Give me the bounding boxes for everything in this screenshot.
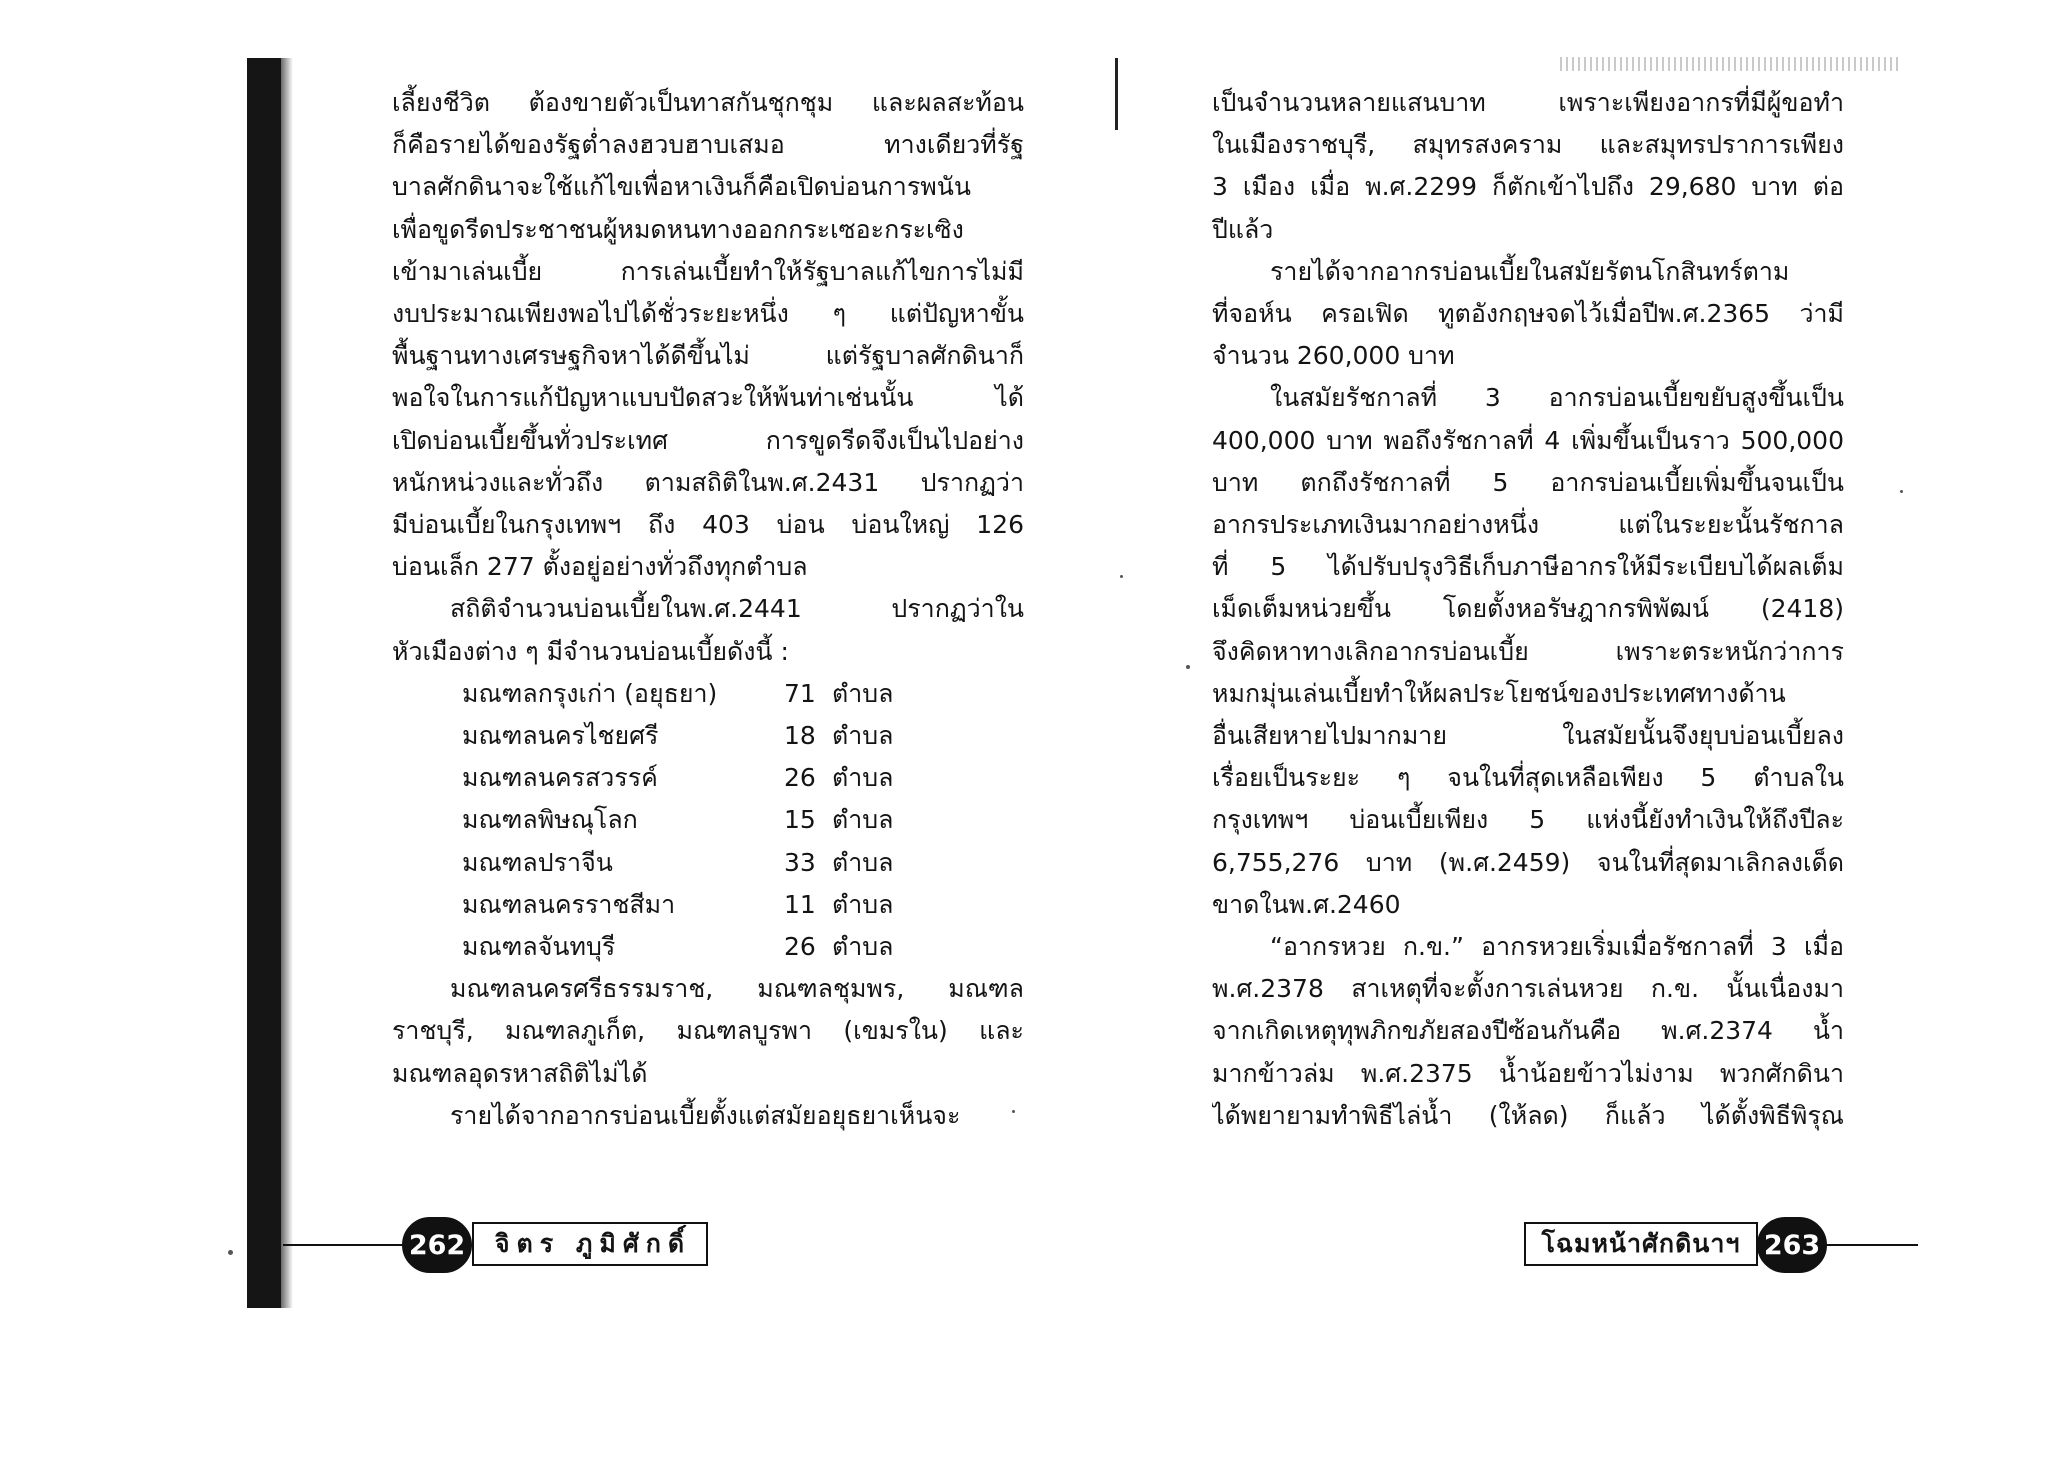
text-line: จำนวน 260,000 บาท: [1212, 341, 1455, 371]
text-line: สถิติจำนวนบ่อนเบี้ยในพ.ศ.2441 ปรากฏว่าใน: [450, 594, 1024, 624]
right-paragraph-3: [1212, 377, 1844, 926]
left-page: [392, 82, 1024, 1137]
right-paragraph-2: [1212, 251, 1844, 378]
text-line: “อากรหวย ก.ข.” อากรหวยเริ่มเมื่อรัชกาลที่ 3 เมื่อ: [1270, 932, 1844, 962]
district-name: มณฑลปราจีน: [462, 847, 613, 877]
text-line: ก็คือรายได้ของรัฐต่ำลงฮวบฮาบเสมอ ทางเดียวที่รัฐ: [392, 130, 1024, 160]
district-count: 18: [784, 721, 816, 751]
text-line: ได้พยายามทำพิธีไล่น้ำ (ให้ลด) ก็แล้ว ได้ตั้งพิธีพิรุณ: [1212, 1100, 1844, 1130]
district-name: มณฑลพิษณุโลก: [462, 805, 638, 835]
left-page-number: 262: [402, 1217, 472, 1273]
district-name: มณฑลจันทบุรี: [462, 932, 616, 962]
left-paragraph-3: [392, 968, 1024, 1095]
district-count: 11: [784, 889, 816, 919]
right-page-number: 263: [1757, 1217, 1827, 1273]
text-line: มากข้าวล่ม พ.ศ.2375 น้ำน้อยข้าวไม่งาม พวกศักดินา: [1212, 1058, 1844, 1088]
district-count: 15: [784, 805, 816, 835]
text-line: เม็ดเต็มหน่วยขึ้น โดยตั้งหอรัษฎากรพิพัฒน์ (2418): [1212, 594, 1844, 624]
district-list: [392, 673, 1024, 968]
right-paragraph-4: [1212, 926, 1844, 1137]
district-count: 26: [784, 763, 816, 793]
text-line: จากเกิดเหตุทุพภิกขภัยสองปีซ้อนกันคือ พ.ศ.2374 น้ำ: [1212, 1016, 1844, 1046]
text-line: อากรประเภทเงินมากอย่างหนึ่ง แต่ในระยะนั้นรัชกาล: [1212, 510, 1844, 540]
text-line: ที่จอห์น ครอเฟิด ทูตอังกฤษจดไว้เมื่อปีพ.ศ.2365 ว่ามี: [1212, 299, 1844, 329]
scan-speck: [1900, 490, 1903, 493]
right-footer-rule: [1826, 1244, 1918, 1246]
right-paragraph-1: [1212, 82, 1844, 251]
text-line: หัวเมืองต่าง ๆ มีจำนวนบ่อนเบี้ยดังนี้ :: [392, 636, 789, 666]
binding-gutter-gradient: [281, 58, 293, 1308]
scan-speck: [228, 1250, 233, 1255]
scan-speck: [1012, 1110, 1015, 1113]
text-line: 6,755,276 บาท (พ.ศ.2459) จนในที่สุดมาเลิกลงเด็ด: [1212, 847, 1844, 877]
text-line: เลี้ยงชีวิต ต้องขายตัวเป็นทาสกันชุกชุม และผลสะท้อน: [392, 88, 1024, 117]
text-line: เป็นจำนวนหลายแสนบาท เพราะเพียงอากรที่มีผู้ขอทำ: [1212, 88, 1844, 117]
left-paragraph-2: [392, 588, 1024, 672]
text-line: พื้นฐานทางเศรษฐกิจหาได้ดีขึ้นไม่ แต่รัฐบาลศักดินาก็: [392, 341, 1024, 371]
text-line: มณฑลนครศรีธรรมราช, มณฑลชุมพร, มณฑล: [450, 974, 1024, 1004]
left-footer-rule: [283, 1244, 408, 1246]
book-spine-mark: [1115, 58, 1118, 130]
text-line: พ.ศ.2378 สาเหตุที่จะตั้งการเล่นหวย ก.ข. นั้นเนื่องมา: [1212, 974, 1844, 1004]
district-name: มณฑลนครไชยศรี: [462, 721, 659, 751]
district-count: 71: [784, 678, 816, 708]
text-line: ในสมัยรัชกาลที่ 3 อากรบ่อนเบี้ยขยับสูงขึ้นเป็น: [1270, 383, 1844, 413]
district-unit: ตำบล: [832, 721, 894, 751]
district-unit: ตำบล: [832, 847, 894, 877]
district-name: มณฑลกรุงเก่า (อยุธยา): [462, 678, 718, 708]
text-line: งบประมาณเพียงพอไปได้ชั่วระยะหนึ่ง ๆ แต่ปัญหาขั้น: [392, 299, 1024, 329]
district-count: 33: [784, 847, 816, 877]
text-line: อื่นเสียหายไปมากมาย ในสมัยนั้นจึงยุบบ่อนเบี้ยลง: [1212, 721, 1844, 751]
text-line: จึงคิดหาทางเลิกอากรบ่อนเบี้ย เพราะตระหนักว่าการ: [1212, 636, 1844, 666]
district-row: [392, 757, 1024, 799]
scan-speck: [1120, 575, 1123, 578]
district-row: [392, 884, 1024, 926]
right-page: [1212, 82, 1844, 1137]
scan-speck: [1186, 665, 1190, 669]
text-line: มณฑลอุดรหาสถิติไม่ได้: [392, 1058, 648, 1088]
text-line: กรุงเทพฯ บ่อนเบี้ยเพียง 5 แห่งนี้ยังทำเงินให้ถึงปีละ: [1212, 805, 1844, 835]
district-unit: ตำบล: [832, 805, 894, 835]
district-unit: ตำบล: [832, 889, 894, 919]
text-line: รายได้จากอากรบ่อนเบี้ยตั้งแต่สมัยอยุธยาเห็นจะ: [450, 1100, 961, 1130]
scan-noise: [1560, 57, 1900, 71]
text-line: มีบ่อนเบี้ยในกรุงเทพฯ ถึง 403 บ่อน บ่อนใหญ่ 126: [392, 510, 1024, 540]
text-line: หนักหน่วงและทั่วถึง ตามสถิติในพ.ศ.2431 ปรากฏว่า: [392, 467, 1024, 497]
text-line: เรื่อยเป็นระยะ ๆ จนในที่สุดเหลือเพียง 5 ตำบลใน: [1212, 763, 1844, 793]
district-row: [392, 673, 1024, 715]
district-unit: ตำบล: [832, 763, 894, 793]
district-unit: ตำบล: [832, 932, 894, 962]
text-line: พอใจในการแก้ปัญหาแบบปัดสวะให้พ้นท่าเช่นนั้น ได้: [392, 383, 1024, 413]
text-line: เพื่อขูดรีดประชาชนผู้หมดหนทางออกกระเซอะกระเซิง: [392, 214, 964, 244]
district-unit: ตำบล: [832, 678, 894, 708]
district-name: มณฑลนครสวรรค์: [462, 763, 658, 793]
text-line: บาลศักดินาจะใช้แก้ไขเพื่อหาเงินก็คือเปิดบ่อนการพนัน: [392, 172, 971, 202]
text-line: บาท ตกถึงรัชกาลที่ 5 อากรบ่อนเบี้ยเพิ่มขึ้นจนเป็น: [1212, 467, 1844, 497]
text-line: เข้ามาเล่นเบี้ย การเล่นเบี้ยทำให้รัฐบาลแก้ไขการไม่มี: [392, 256, 1024, 286]
district-row: [392, 799, 1024, 841]
text-line: 3 เมือง เมื่อ พ.ศ.2299 ก็ตักเข้าไปถึง 29,680 บาท ต่อ: [1212, 172, 1844, 202]
text-line: ปีแล้ว: [1212, 214, 1274, 244]
district-count: 26: [784, 932, 816, 962]
text-line: 400,000 บาท พอถึงรัชกาลที่ 4 เพิ่มขึ้นเป็นราว 500,000: [1212, 425, 1844, 455]
text-line: รายได้จากอากรบ่อนเบี้ยในสมัยรัตนโกสินทร์ตาม: [1270, 256, 1790, 286]
text-line: ราชบุรี, มณฑลภูเก็ต, มณฑลบูรพา (เขมรใน) และ: [392, 1016, 1024, 1046]
text-line: เปิดบ่อนเบี้ยขึ้นทั่วประเทศ การขูดรีดจึงเป็นไปอย่าง: [392, 425, 1024, 455]
text-line: ในเมืองราชบุรี, สมุทรสงคราม และสมุทรปราการเพียง: [1212, 130, 1844, 160]
left-paragraph-4: [392, 1095, 1024, 1137]
left-paragraph-1: [392, 82, 1024, 588]
district-name: มณฑลนครราชสีมา: [462, 889, 676, 919]
right-running-title: โฉมหน้าศักดินาฯ: [1524, 1222, 1758, 1266]
text-line: บ่อนเล็ก 277 ตั้งอยู่อย่างทั่วถึงทุกตำบล: [392, 552, 808, 582]
district-row: [392, 926, 1024, 968]
binding-gutter-shadow: [247, 58, 284, 1308]
left-running-title: จิตร ภูมิศักดิ์: [472, 1222, 708, 1266]
district-row: [392, 715, 1024, 757]
text-line: ที่ 5 ได้ปรับปรุงวิธีเก็บภาษีอากรให้มีระเบียบได้ผลเต็ม: [1212, 552, 1844, 582]
text-line: ขาดในพ.ศ.2460: [1212, 889, 1401, 919]
district-row: [392, 842, 1024, 884]
text-line: หมกมุ่นเล่นเบี้ยทำให้ผลประโยชน์ของประเทศทางด้าน: [1212, 678, 1786, 708]
